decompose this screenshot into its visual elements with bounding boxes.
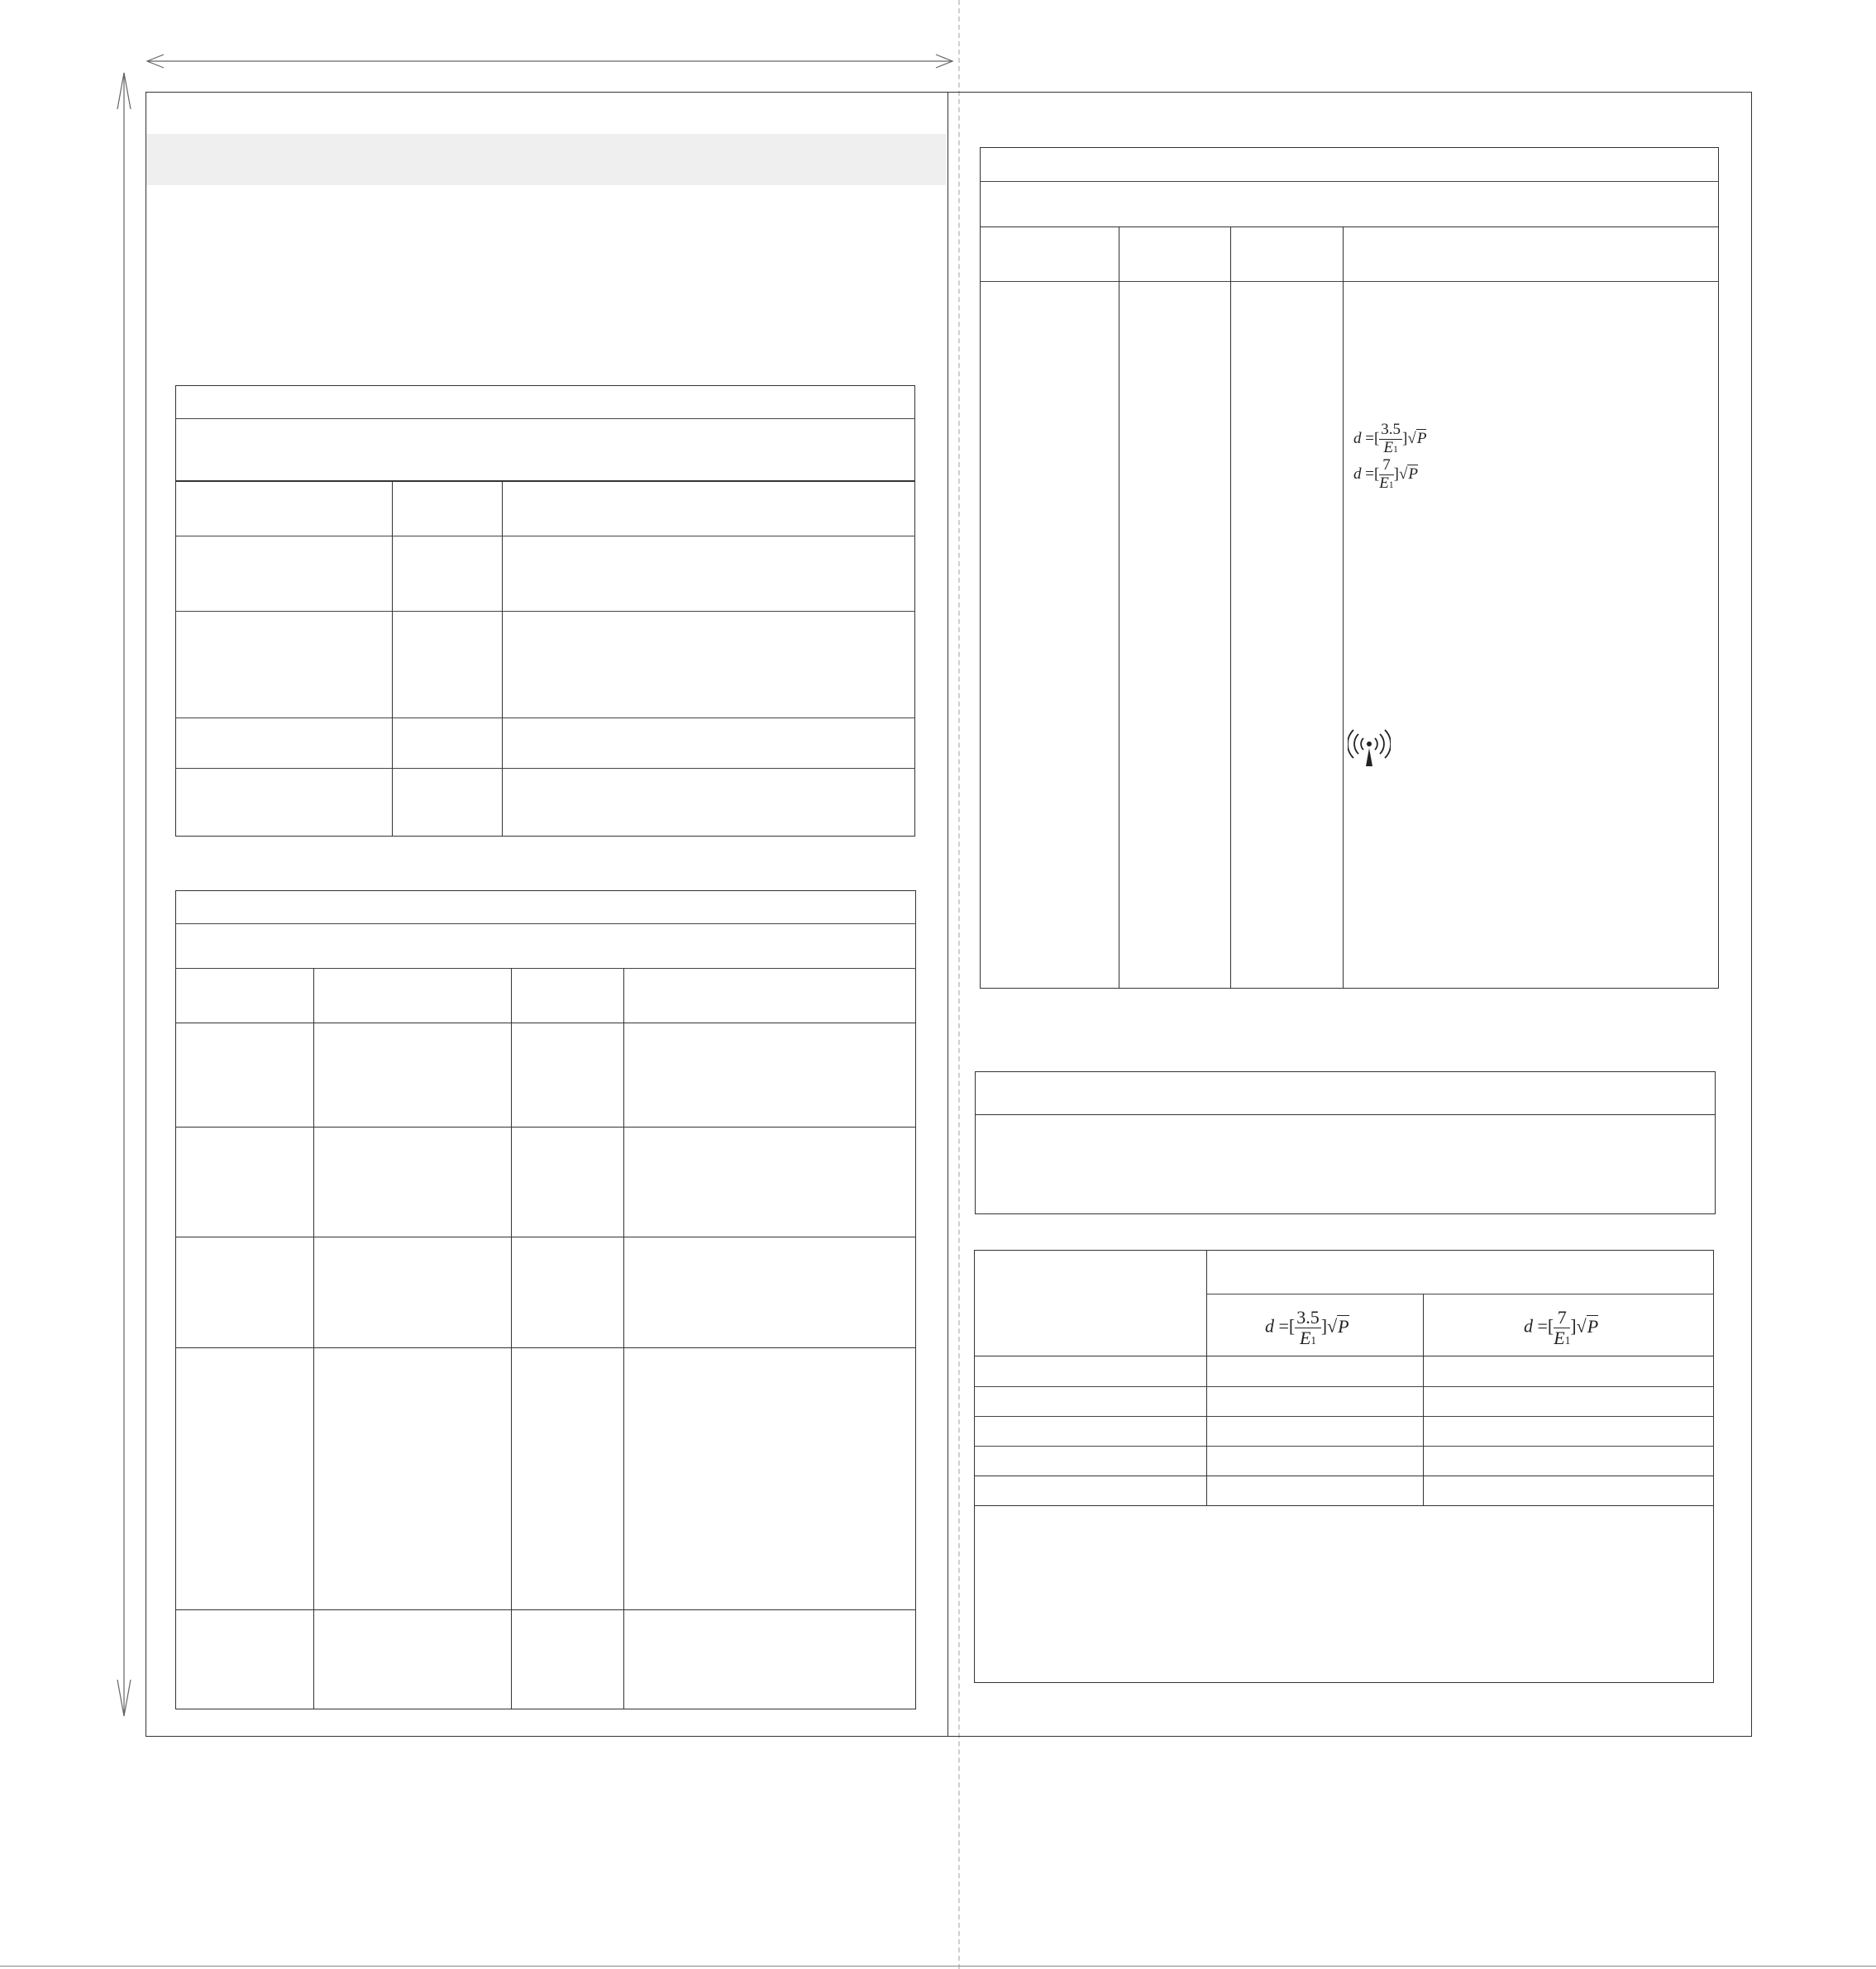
formula-denominator: E bbox=[1299, 1328, 1311, 1349]
formula-open: [ bbox=[1288, 1315, 1296, 1337]
formula-close: ] bbox=[1402, 429, 1408, 447]
distance-formula-80mhz bbox=[1353, 422, 1426, 457]
formula-open: [ bbox=[1373, 465, 1380, 483]
formula-root: √ bbox=[1576, 1315, 1587, 1337]
formula-var: P bbox=[1338, 1315, 1349, 1337]
formula-eq: = bbox=[1365, 465, 1374, 483]
formula-fraction bbox=[1554, 1308, 1570, 1348]
table-2-col-rule bbox=[623, 968, 624, 1709]
table-3-frame bbox=[980, 147, 1719, 989]
formula-numerator: 3.5 bbox=[1296, 1307, 1320, 1328]
table-2-col-rule bbox=[511, 968, 512, 1709]
formula-root: √ bbox=[1407, 429, 1416, 447]
formula-numerator: 3.5 bbox=[1381, 421, 1401, 438]
table-3-col-rule bbox=[1343, 226, 1344, 989]
table-3-title-rule bbox=[980, 181, 1719, 182]
table-5-formula-80mhz bbox=[1265, 1308, 1349, 1348]
formula-var: P bbox=[1416, 429, 1427, 447]
table-2-row-rule bbox=[175, 1347, 916, 1348]
table-5-col-rule bbox=[1206, 1250, 1207, 1505]
formula-close: ] bbox=[1320, 1315, 1328, 1337]
table-5-row-rule bbox=[974, 1416, 1714, 1417]
table-1-header-rule bbox=[175, 480, 915, 482]
formula-lhs: d bbox=[1524, 1315, 1533, 1337]
formula-subscript: 1 bbox=[1393, 444, 1398, 455]
formula-denominator: E bbox=[1383, 438, 1394, 456]
table-5-row-rule bbox=[974, 1505, 1714, 1506]
formula-var: P bbox=[1587, 1315, 1599, 1337]
formula-fraction bbox=[1379, 457, 1393, 493]
formula-open: [ bbox=[1547, 1315, 1554, 1337]
formula-eq: = bbox=[1365, 429, 1374, 447]
non-ionizing-radiation-icon bbox=[1348, 727, 1391, 770]
formula-denominator: E bbox=[1379, 474, 1389, 492]
table-2-frame bbox=[175, 890, 916, 1709]
formula-numerator: 7 bbox=[1554, 1308, 1570, 1328]
table-5-row-rule bbox=[974, 1446, 1714, 1447]
formula-lhs: d bbox=[1353, 429, 1362, 447]
header-band bbox=[146, 134, 947, 185]
table-3-subtitle-rule bbox=[980, 226, 1719, 227]
table-1-col-rule bbox=[392, 480, 393, 837]
table-5-col-rule bbox=[1423, 1294, 1424, 1505]
table-4-header-rule bbox=[975, 1114, 1716, 1115]
formula-close: ] bbox=[1570, 1315, 1577, 1337]
table-1-row-rule bbox=[175, 768, 915, 769]
table-2-col-rule bbox=[313, 968, 314, 1709]
formula-numerator: 7 bbox=[1379, 457, 1393, 475]
table-1-col-rule bbox=[502, 480, 503, 837]
table-2-subtitle-rule bbox=[175, 968, 916, 969]
formula-subscript: 1 bbox=[1310, 1334, 1317, 1347]
formula-lhs: d bbox=[1353, 465, 1362, 483]
table-4-frame bbox=[975, 1071, 1716, 1214]
table-1-row-rule bbox=[175, 611, 915, 612]
table-5-formula-800mhz bbox=[1524, 1308, 1598, 1348]
formula-lhs: d bbox=[1265, 1315, 1274, 1337]
formula-subscript: 1 bbox=[1388, 479, 1394, 490]
bottom-crop-rule bbox=[0, 1966, 1876, 1967]
formula-eq: = bbox=[1278, 1315, 1289, 1337]
formula-close: ] bbox=[1393, 465, 1399, 483]
table-2-row-rule bbox=[175, 1609, 916, 1610]
width-dimension-arrow bbox=[141, 51, 959, 71]
table-1-title-rule bbox=[175, 418, 915, 419]
distance-formula-800mhz bbox=[1353, 457, 1418, 493]
height-dimension-arrow bbox=[114, 68, 134, 1721]
formula-fraction bbox=[1379, 422, 1402, 457]
table-3-col-rule bbox=[1230, 226, 1231, 989]
table-5-row-rule bbox=[974, 1386, 1714, 1387]
table-3-header-rule bbox=[980, 281, 1719, 282]
formula-open: [ bbox=[1373, 429, 1380, 447]
formula-denominator: E bbox=[1554, 1328, 1565, 1349]
formula-subscript: 1 bbox=[1564, 1334, 1571, 1347]
table-2-row-rule bbox=[175, 1127, 916, 1128]
formula-root: √ bbox=[1398, 465, 1408, 483]
formula-root: √ bbox=[1327, 1315, 1338, 1337]
formula-eq: = bbox=[1537, 1315, 1548, 1337]
formula-var: P bbox=[1408, 465, 1418, 483]
formula-fraction bbox=[1295, 1308, 1321, 1348]
table-2-title-rule bbox=[175, 923, 916, 924]
